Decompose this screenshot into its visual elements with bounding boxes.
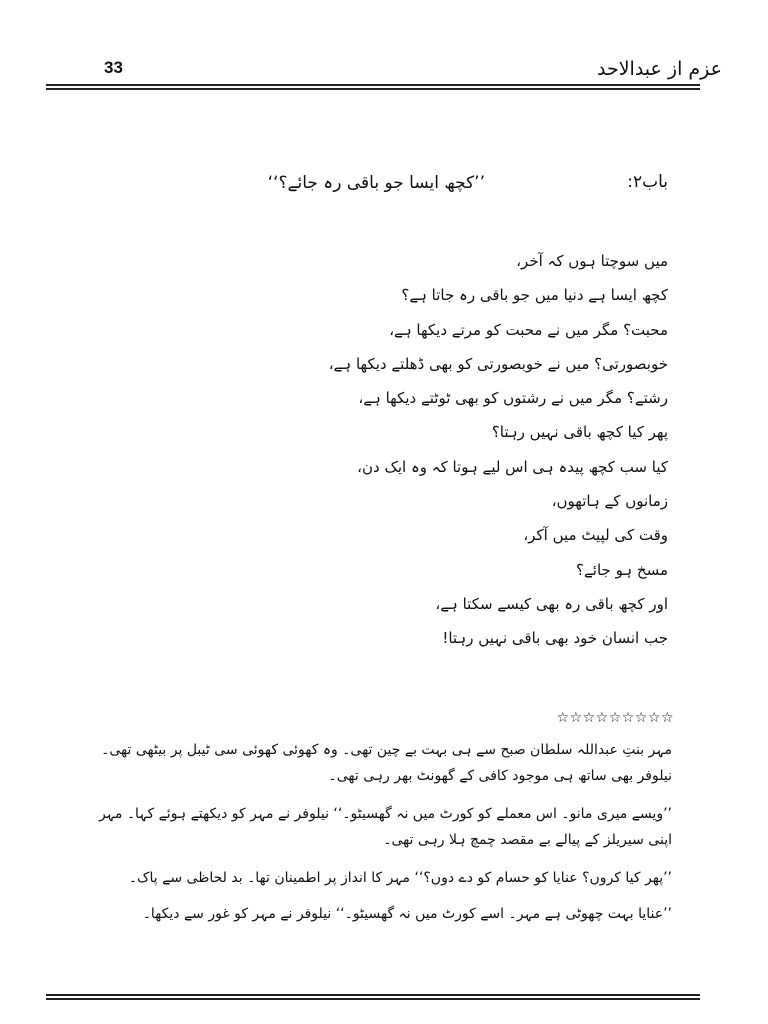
- paragraph: ’’عنایا بہت چھوٹی ہے مہر۔ اسے کورٹ میں نہ گھسیٹو۔‘‘ نیلوفر نے مہر کو غور سے دیکھا۔: [142, 906, 672, 922]
- poem-line: وقت کی لپیٹ میں آکر،: [523, 526, 668, 545]
- poem-line: میں سوچتا ہوں کہ آخر،: [516, 252, 668, 270]
- poem-line: زمانوں کے ہاتھوں،: [551, 492, 668, 511]
- page-number: 33: [104, 58, 123, 77]
- poem-line: رشتے؟ مگر میں نے رشتوں کو بھی ٹوٹتے دیکھا ہے،: [358, 389, 668, 408]
- star-divider: ☆☆☆☆☆☆☆☆☆: [556, 710, 674, 726]
- header-rule: [46, 84, 700, 90]
- paragraph: ’’پھر کیا کروں؟ عنایا کو حسام کو دے دوں؟‘‘ مہر کا انداز پر اطمینان تھا۔ بد لحاظی سے پاک۔: [128, 870, 672, 886]
- poem-line: خوبصورتی؟ میں نے خوبصورتی کو بھی ڈھلتے دیکھا ہے،: [328, 354, 668, 373]
- poem: [248, 244, 668, 656]
- poem-line: کچھ ایسا ہے دنیا میں جو باقی رہ جاتا ہے؟: [401, 286, 668, 305]
- paragraph: ’’ویسے میری مانو۔ اس معملے کو کورٹ میں نہ گھسیٹو۔‘‘ نیلوفر نے مہر کو دیکھتے ہوئے کہا۔ مہر اپنی سیریلز کے پیالے بے مقصد چمچ ہلا رہی تھی۔: [98, 806, 672, 848]
- running-header-title: عزم از عبدالاحد: [597, 58, 722, 80]
- poem-line: محبت؟ مگر میں نے محبت کو مرتے دیکھا ہے،: [389, 320, 668, 339]
- poem-line: کیا سب کچھ پیدہ ہی اس لیے ہوتا کہ وہ ایک دن،: [357, 457, 668, 476]
- paragraph: مہر بنتِ عبداللہ سلطان صبح سے ہی بہت بے چین تھی۔ وہ کھوئی کھوئی سی ٹیبل پر بیٹھی تھی۔ نیلوفر بھی ساتھ ہی موجود کافی کے گھونٹ بھر رہی تھی۔: [101, 742, 672, 784]
- prose: [72, 737, 672, 927]
- chapter-title: ’’کچھ ایسا جو باقی رہ جائے؟‘‘: [267, 173, 485, 193]
- poem-line: پھر کیا کچھ باقی نہیں رہتا؟: [491, 423, 668, 442]
- poem-line: مسخ ہو جائے؟: [576, 560, 668, 579]
- poem-line: اور کچھ باقی رہ بھی کیسے سکتا ہے،: [435, 594, 668, 613]
- chapter-label: باب۲:: [627, 172, 668, 192]
- poem-line: جب انسان خود بھی باقی نہیں رہتا!: [442, 629, 668, 648]
- footer-rule: [46, 994, 700, 1000]
